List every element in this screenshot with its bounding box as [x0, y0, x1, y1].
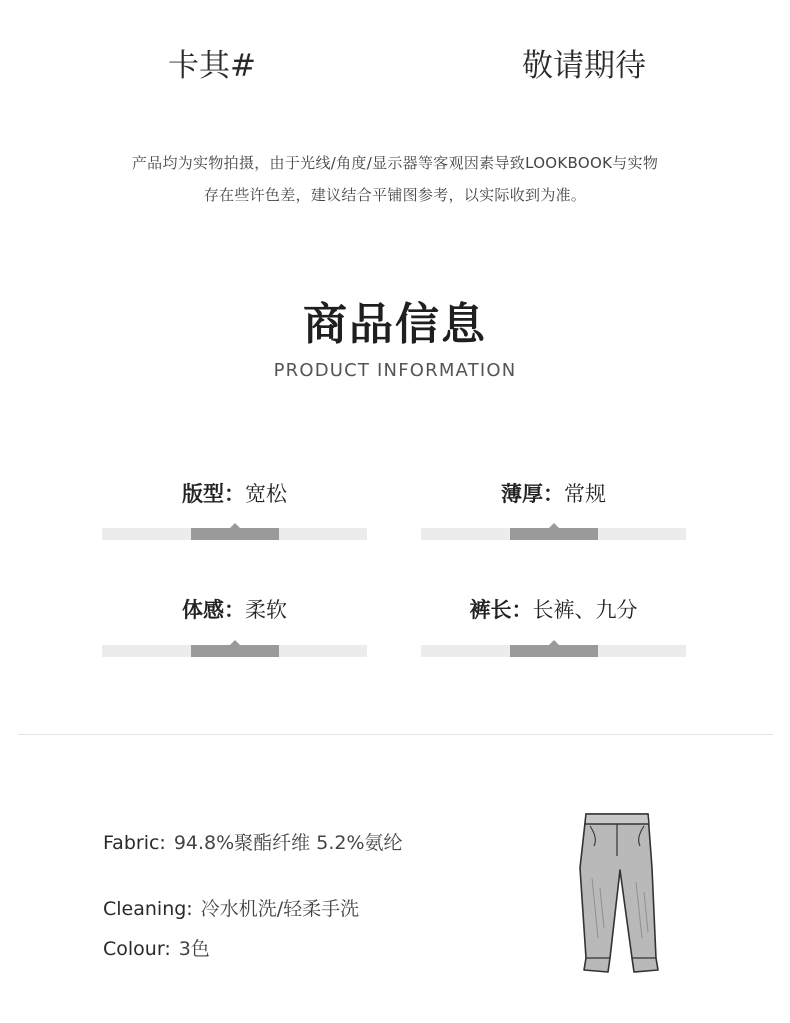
attr-thickness-label: 薄厚：	[501, 482, 564, 506]
attr-feel-title	[102, 594, 367, 624]
attr-length-scale-fill	[510, 645, 598, 657]
attr-length-title	[421, 594, 686, 624]
attr-thickness-value: 常规	[564, 482, 606, 506]
attr-feel-scale	[102, 645, 367, 657]
spec-cleaning-value: 冷水机洗/轻柔手洗	[200, 898, 360, 920]
attr-fit-label: 版型：	[182, 482, 245, 506]
spec-colour-label: Colour:	[103, 938, 171, 960]
spec-cleaning	[103, 894, 359, 921]
pants-illustration-icon	[570, 808, 670, 978]
attr-feel-label: 体感：	[182, 598, 245, 622]
color-option-coming-soon: 敬请期待	[522, 48, 646, 84]
spec-colour	[103, 934, 210, 961]
spec-colour-value: 3色	[178, 938, 210, 960]
section-subtitle: PRODUCT INFORMATION	[273, 360, 517, 381]
color-option-khaki: 卡其#	[168, 48, 256, 84]
color-notice-line-1: 产品均为实物拍摄，由于光线/角度/显示器等客观因素导致LOOKBOOK与实物	[131, 154, 659, 172]
attr-fit-value: 宽松	[245, 482, 287, 506]
spec-cleaning-label: Cleaning:	[103, 898, 193, 920]
attr-thickness-scale-fill	[510, 528, 598, 540]
attr-length-scale	[421, 645, 686, 657]
attr-length-value: 长裤、九分	[532, 598, 638, 622]
attr-fit-title	[102, 478, 367, 508]
section-title: 商品信息	[303, 299, 487, 350]
attr-feel-value: 柔软	[245, 598, 287, 622]
attr-length-label: 裤长：	[469, 598, 533, 622]
attr-fit-scale	[102, 528, 367, 540]
color-notice-line-2: 存在些许色差，建议结合平铺图参考，以实际收到为准。	[203, 186, 587, 204]
spec-fabric-value: 94.8%聚酯纤维 5.2%氨纶	[173, 832, 403, 854]
attr-thickness-title	[421, 478, 686, 508]
spec-fabric	[103, 828, 403, 855]
attr-feel-scale-fill	[191, 645, 279, 657]
spec-fabric-label: Fabric:	[103, 832, 166, 854]
attr-fit-scale-fill	[191, 528, 279, 540]
section-divider	[18, 734, 773, 735]
attr-thickness-scale	[421, 528, 686, 540]
